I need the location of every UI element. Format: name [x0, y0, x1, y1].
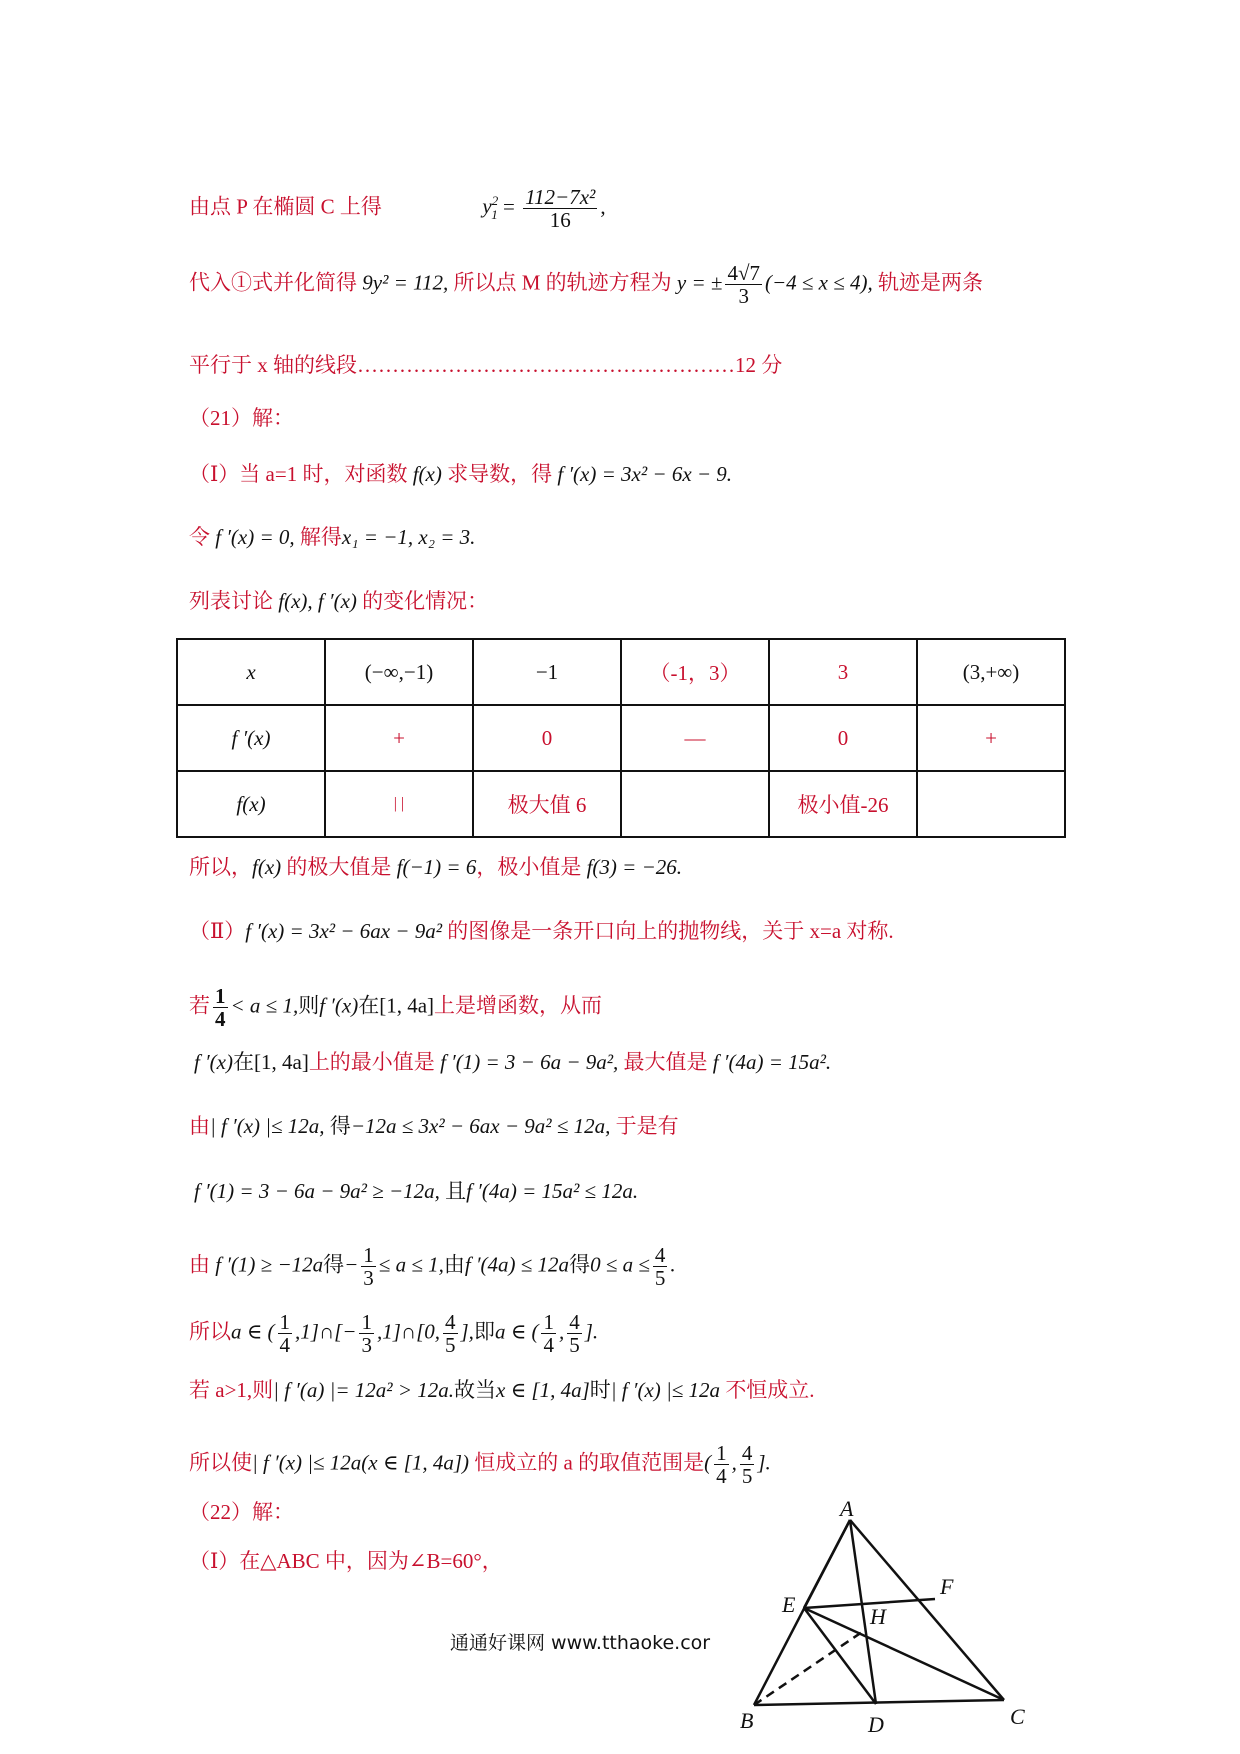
label-B: B	[740, 1708, 754, 1733]
ellipse-point-line: 由点 P 在椭圆 C 上得 $y^2_1$ = $\frac{\text{112−7x²}}{16}$ ,	[189, 185, 606, 233]
case-quarter-line: 若 $\frac{1}{4}$ < a ≤ 1,则f ′(x)在[1, 4a]上是增函数，从而	[189, 984, 603, 1032]
fraction-1-4: $\frac{1}{4}$	[716, 1441, 727, 1489]
fraction-y1-squared: $\frac{\text{112−7x²}}{16}$	[525, 185, 596, 233]
fraction-4-5: $\frac{4}{5}$	[445, 1310, 456, 1358]
segment-EC	[804, 1608, 1004, 1700]
part1-derivative-line: （Ⅰ）当 a=1 时，对函数 f(x) 求导数，得 f ′(x) = 3x² − 6x − 9.	[189, 462, 733, 486]
side-BC	[754, 1700, 1004, 1705]
label-H: H	[870, 1604, 886, 1629]
critical-points-line: 令 f ′(x) = 0, 解得x₁ = −1, x₂ = 3.	[189, 525, 476, 549]
fraction-4-5: $\frac{4}{5}$	[741, 1441, 753, 1489]
label-C: C	[1010, 1704, 1025, 1729]
solve-conditions-line: 由 f ′(1) ≥ −12a得− $\frac{1}{3}$ ≤ a ≤ 1,由f ′(4a) ≤ 12a得0 ≤ a ≤ $\frac{4}{5}$ .	[189, 1243, 676, 1291]
label-D: D	[868, 1712, 884, 1737]
fraction-1-4: $\frac{1}{4}$	[279, 1310, 291, 1358]
table-row: f ′(x) + 0 — 0 +	[177, 705, 1065, 771]
fraction-1-3: $\frac{1}{3}$	[363, 1243, 374, 1291]
segment-AE	[804, 1520, 850, 1608]
triangle-figure	[740, 1500, 1040, 1740]
footer-watermark: 通通好课网 www.tthaoke.cor	[450, 1632, 711, 1654]
variation-table	[176, 638, 1066, 838]
label-E: E	[782, 1592, 796, 1617]
conditions-line: f ′(1) = 3 − 6a − 9a² ≥ −12a, 且f ′(4a) = 15a² ≤ 12a.	[194, 1179, 639, 1203]
fraction-4-root7-over-3: $\frac{4√7}{3}$	[727, 261, 760, 309]
fraction-4-5: $\frac{4}{5}$	[569, 1310, 580, 1358]
section-21-heading: （21）解：	[189, 406, 294, 430]
inequality-line: 由| f ′(x) |≤ 12a, 得−12a ≤ 3x² − 6ax − 9a² ≤ 12a, 于是有	[189, 1114, 679, 1138]
table-intro-line: 列表讨论 f(x), f ′(x) 的变化情况：	[189, 589, 489, 613]
table-row: f(x) | | 极大值 6 极小值-26	[177, 771, 1065, 837]
extrema-summary-line: 所以，f(x) 的极大值是 f(−1) = 6，极小值是 f(3) = −26.	[189, 855, 682, 879]
min-max-line: f ′(x)在[1, 4a]上的最小值是 f ′(1) = 3 − 6a − 9a², 最大值是 f ′(4a) = 15a².	[194, 1050, 832, 1074]
case-greater-than-one-line: 若 a>1,则| f ′(a) |= 12a² > 12a.故当x ∈ [1, 4a]时| f ′(x) |≤ 12a 不恒成立.	[189, 1378, 815, 1402]
fraction-1-4: $\frac{1}{4}$	[543, 1310, 554, 1358]
table-row: x (−∞,−1) −1 （-1，3） 3 (3,+∞)	[177, 639, 1065, 705]
fraction-4-5: $\frac{4}{5}$	[654, 1243, 666, 1291]
range-conclusion-line: 所以使| f ′(x) |≤ 12a(x ∈ [1, 4a]) 恒成立的 a 的取值范围是( $\frac{1}{4}$ , $\frac{4}{5}$ ].	[189, 1441, 771, 1489]
triangle-angle-line: （Ⅰ）在△ABC 中，因为∠B=60°，	[189, 1549, 503, 1573]
intersection-line: 所以a ∈ ( $\frac{1}{4}$ ,1]∩[− $\frac{1}{3}$ ,1]∩[0, $\frac{4}{5}$ ],即a ∈ ( $\frac{1}{4}$ , $\frac{4}{5}$ ].	[189, 1310, 599, 1358]
trajectory-equation-line: 代入①式并化简得 9y² = 112, 所以点 M 的轨迹方程为 y = ± $\frac{4√7}{3}$ (−4 ≤ x ≤ 4), 轨迹是两条	[189, 261, 983, 309]
label-F: F	[940, 1574, 954, 1599]
part2-parabola-line: （Ⅱ）f ′(x) = 3x² − 6ax − 9a² 的图像是一条开口向上的抛物线，关于 x=a 对称.	[189, 919, 894, 943]
section-22-heading: （22）解：	[189, 1500, 294, 1524]
fraction-1-3: $\frac{1}{3}$	[361, 1310, 372, 1358]
label-A: A	[840, 1500, 854, 1521]
parallel-segments-line: 平行于 x 轴的线段………………………………………………12 分	[189, 353, 783, 377]
fraction-1-4: $\frac{1}{4}$	[215, 984, 226, 1032]
